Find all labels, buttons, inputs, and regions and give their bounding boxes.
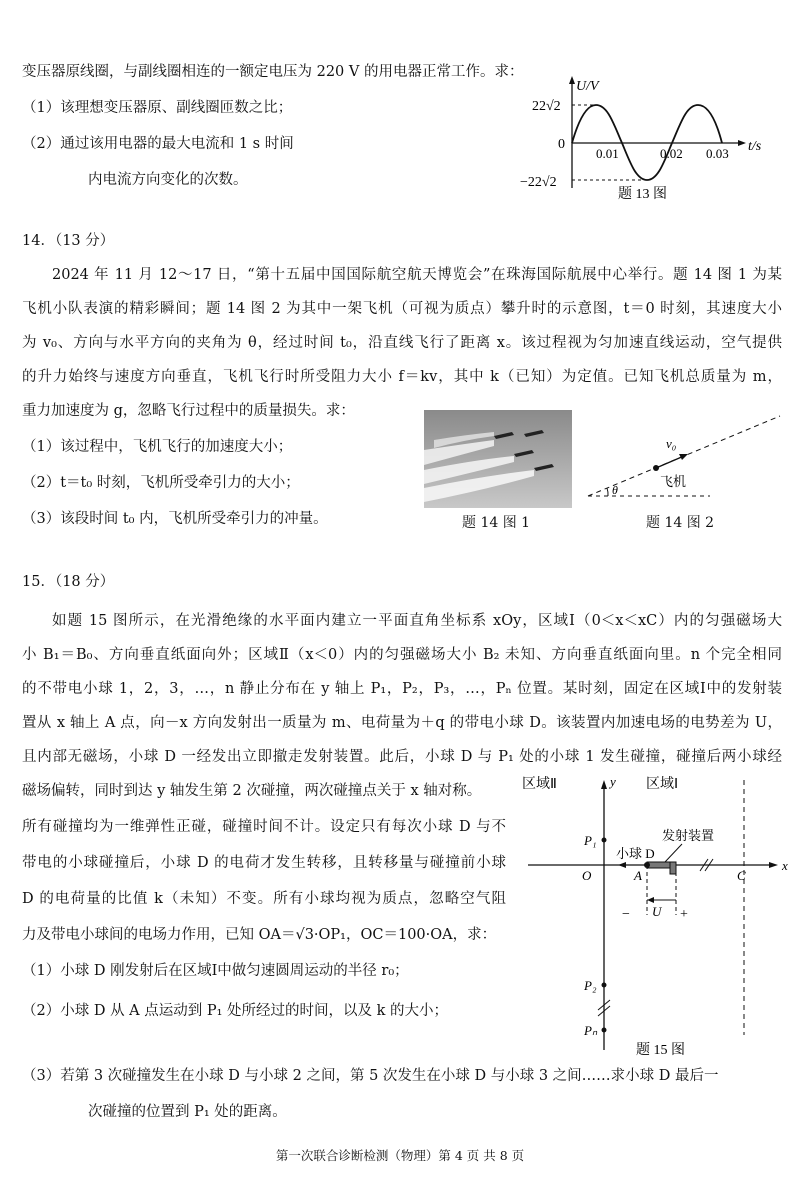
q14-item-3: （3）该段时间 t₀ 内，飞机所受牵引力的冲量。 [22,511,328,527]
q15-line: 磁场偏转，同时到达 y 轴发生第 2 次碰撞，两次碰撞点关于 x 轴对称。 [22,783,482,799]
point-c-label: C [737,868,746,883]
q13-figure [510,70,790,210]
q14-line: 为 v₀、方向与水平方向的夹角为 θ，经过时间 t₀，沿直线飞行了距离 x。该过程视为匀加速直线运动，空气提供 [22,335,782,351]
q14-item-2: （2）t＝t₀ 时刻，飞机所受牵引力的大小； [22,475,300,491]
point-a-label: A [634,868,642,883]
angle-label: θ [612,483,618,497]
plane-label: 飞机 [660,474,687,489]
q14-line: 重力加速度为 g，忽略飞行过程中的质量损失。求： [22,403,355,419]
voltage-label: U [652,904,662,919]
page-footer: 第一次联合诊断检测（物理）第 4 页 共 8 页 [275,1148,525,1163]
fig14-2-caption: 题 14 图 2 [646,515,715,531]
region-1-label: 区域Ⅰ [646,777,679,792]
q14-header: 14．（13 分） [22,233,115,249]
origin-label: 0 [558,137,565,152]
device-label: 发射装置 [662,828,715,843]
q15-item-3: （3）若第 3 次碰撞发生在小球 D 与小球 2 之间，第 5 次发生在小球 D 与小球 3 之间……求小球 D 最后一 [22,1068,719,1084]
q14-line: 的升力始终与速度方向垂直，飞机飞行时所受阻力大小 f＝kv，其中 k（已知）为定值。已知飞机总质量为 m， [22,369,782,385]
y-axis-label: y [610,774,616,789]
q15-item-2: （2）小球 D 从 A 点运动到 P₁ 处所经过的时间，以及 k 的大小； [22,1003,449,1019]
q15-line: 带电的小球碰撞后，小球 D 的电荷才发生转移，且转移量与碰撞前小球 [22,855,506,871]
q14-line: 2024 年 11 月 12～17 日，“第十五届中国国际航空航天博览会”在珠海国际航展中心举行。题 14 图 1 为某 [52,267,782,283]
q13-line: 变压器原线圈，与副线圈相连的一额定电压为 220 V 的用电器正常工作。求： [22,64,524,80]
x-tick: 0.01 [596,146,619,161]
velocity-label: v₀ [666,436,677,451]
region-2-label: 区域Ⅱ [522,777,557,792]
q15-line: 如题 15 图所示，在光滑绝缘的水平面内建立一平面直角坐标系 xOy，区域Ⅰ（0＜x＜xC）内的匀强磁场大 [52,613,782,629]
p2-label: P₂ [584,978,597,993]
q15-line: 小 B₁＝B₀、方向垂直纸面向外；区域Ⅱ（x＜0）内的匀强磁场大小 B₂ 未知、方向垂直纸面向里。n 个完全相同 [22,647,782,663]
q15-line: 且内部无磁场，小球 D 一经发出立即撤走发射装置。此后，小球 D 与 P₁ 处的小球 1 发生碰撞，碰撞后两小球经 [22,749,782,765]
x-axis-label: t/s [748,139,762,154]
fig14-1-caption: 题 14 图 1 [462,515,531,531]
p1-label: P₁ [584,833,597,848]
minus-sign: − [622,907,630,922]
y-tick-min: −22√2 [520,175,557,190]
q15-header: 15．（18 分） [22,574,115,590]
y-axis-label: U/V [576,79,599,94]
q14-line: 飞机小队表演的精彩瞬间；题 14 图 2 为其中一架飞机（可视为质点）攀升时的示意图，t＝0 时刻，其速度大小 [22,301,782,317]
q15-line: 所有碰撞均为一维弹性正碰，碰撞时间不计。设定只有每次小球 D 与不 [22,819,506,835]
q13-item-2-cont: 内电流方向变化的次数。 [88,172,248,188]
q15-line: 置从 x 轴上 A 点，向－x 方向发射出一质量为 m、电荷量为＋q 的带电小球 D。该装置内加速电场的电势差为 U， [22,715,782,731]
figure-caption: 题 13 图 [618,187,667,202]
ball-d-label: 小球 D [616,846,655,861]
q14-item-1: （1）该过程中，飞机飞行的加速度大小； [22,439,293,455]
q15-figure [510,770,795,1060]
figure-caption: 题 15 图 [636,1043,685,1058]
q15-item-1: （1）小球 D 刚发射后在区域Ⅰ中做匀速圆周运动的半径 r₀； [22,963,409,979]
x-axis-label: x [782,858,788,873]
x-tick: 0.02 [660,146,683,161]
q15-item-3-cont: 次碰撞的位置到 P₁ 处的距离。 [88,1104,287,1120]
pn-label: Pₙ [584,1023,598,1038]
q14-figure-2 [580,410,790,510]
plus-sign: + [680,907,688,922]
q13-item-2: （2）通过该用电器的最大电流和 1 s 时间 [22,136,294,152]
jets-photo [424,410,572,508]
y-tick-max: 22√2 [532,99,561,114]
q13-item-1: （1）该理想变压器原、副线圈匝数之比； [22,100,293,116]
x-tick: 0.03 [706,146,729,161]
origin-label: O [582,868,592,883]
q15-line: D 的电荷量的比值 k（未知）不变。所有小球均视为质点，忽略空气阻 [22,891,506,907]
q15-line: 的不带电小球 1，2，3，…，n 静止分布在 y 轴上 P₁，P₂，P₃，…，Pₙ 位置。某时刻，固定在区域Ⅰ中的发射装 [22,681,782,697]
q15-line: 力及带电小球间的电场力作用，已知 OA＝√3·OP₁，OC＝100·OA，求： [22,927,497,943]
